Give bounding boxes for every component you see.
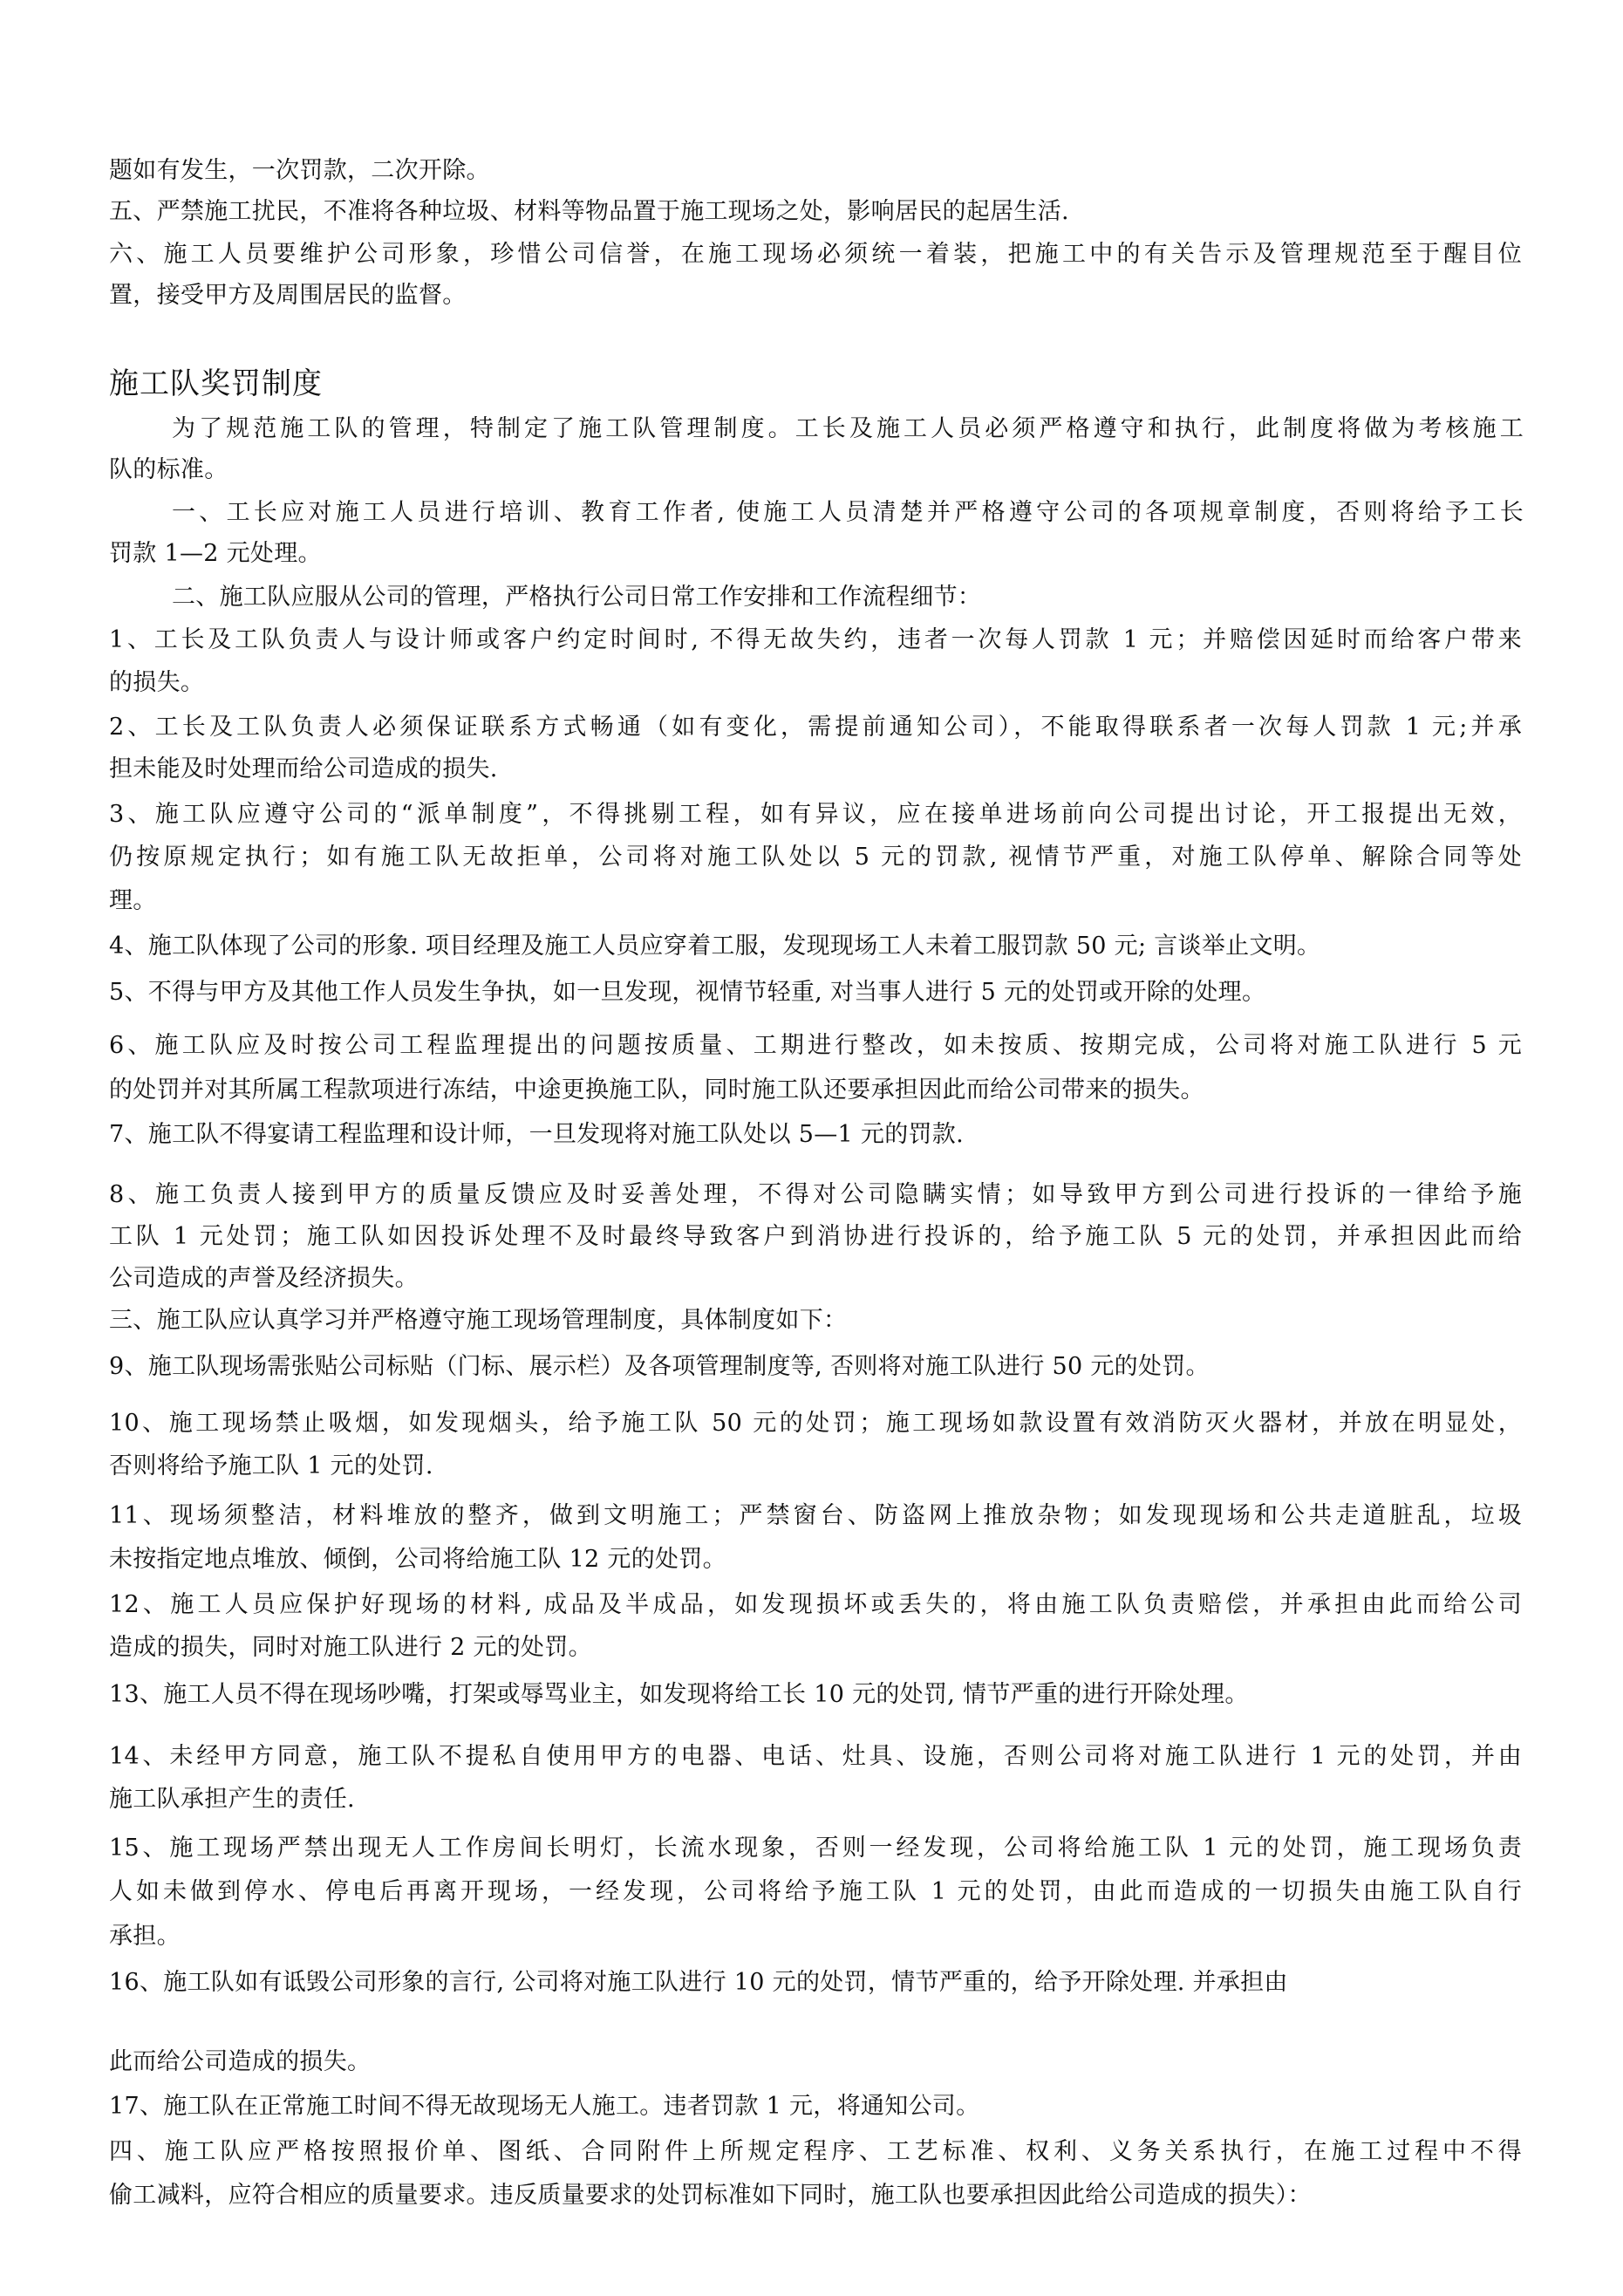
list-item-15-cont: 人如未做到停水、停电后再离开现场，一经发现，公司将给予施工队 1 元的处罚，由此而造成的一切损失由施工队自行 bbox=[109, 1878, 1522, 1905]
list-item-15-cont: 承担。 bbox=[109, 1923, 181, 1950]
list-item-7: 7、施工队不得宴请工程监理和设计师，一旦发现将对施工队处以 5—1 元的罚款. bbox=[109, 1121, 964, 1148]
list-item-15: 15、施工现场严禁出现无人工作房间长明灯，长流水现象，否则一经发现，公司将给施工队 1 元的处罚，施工现场负责 bbox=[109, 1835, 1522, 1862]
part4-line: 偷工减料，应符合相应的质量要求。违反质量要求的处罚标准如下同时，施工队也要承担因此给公司造成的损失）： bbox=[109, 2182, 1312, 2209]
list-item-11: 11、现场须整洁，材料堆放的整齐，做到文明施工；严禁窗台、防盗网上推放杂物；如发现现场和公共走道脏乱，垃圾 bbox=[109, 1502, 1522, 1529]
list-item-16: 16、施工队如有诋毁公司形象的言行, 公司将对施工队进行 10 元的处罚，情节严重的，给予开除处理. 并承担由 bbox=[109, 1969, 1288, 1996]
list-item-4: 4、施工队体现了公司的形象. 项目经理及施工人员应穿着工服，发现现场工人未着工服罚款 50 元; 言谈举止文明。 bbox=[109, 933, 1321, 960]
list-item-1-cont: 的损失。 bbox=[109, 669, 205, 696]
list-item-16-cont: 此而给公司造成的损失。 bbox=[109, 2048, 372, 2075]
list-item-8-cont: 工队 1 元处罚；施工队如因投诉处理不及时最终导致客户到消协进行投诉的，给予施工队 5 元的处罚，并承担因此而给 bbox=[109, 1223, 1522, 1250]
intro-paragraph-line: 为了规范施工队的管理，特制定了施工队管理制度。工长及施工人员必须严格遵守和执行，此制度将做为考核施工 bbox=[172, 415, 1524, 442]
intro-paragraph-line: 队的标准。 bbox=[109, 456, 228, 483]
list-item-10-cont: 否则将给予施工队 1 元的处罚. bbox=[109, 1452, 433, 1479]
list-item-11-cont: 未按指定地点堆放、倾倒，公司将给施工队 12 元的处罚。 bbox=[109, 1546, 726, 1573]
text-line: 五、严禁施工扰民，不准将各种垃圾、材料等物品置于施工现场之处，影响居民的起居生活. bbox=[109, 198, 1069, 225]
list-item-1: 1、工长及工队负责人与设计师或客户约定时间时, 不得无故失约，违者一次每人罚款 1 元；并赔偿因延时而给客户带来 bbox=[109, 626, 1522, 653]
list-item-8-cont: 公司造成的声誉及经济损失。 bbox=[109, 1265, 419, 1292]
list-item-2: 2、工长及工队负责人必须保证联系方式畅通（如有变化，需提前通知公司），不能取得联系者一次每人罚款 1 元;并承 bbox=[109, 714, 1522, 741]
list-item-14-cont: 施工队承担产生的责任. bbox=[109, 1786, 355, 1813]
list-item-3: 3、施工队应遵守公司的“派单制度”，不得挑剔工程，如有异议，应在接单进场前向公司提出讨论，开工报提出无效， bbox=[109, 801, 1522, 828]
section-title: 施工队奖罚制度 bbox=[109, 366, 323, 401]
list-item-2-cont: 担未能及时处理而给公司造成的损失. bbox=[109, 755, 498, 782]
list-item-3-cont: 理。 bbox=[109, 887, 157, 914]
text-line: 题如有发生，一次罚款，二次开除。 bbox=[109, 157, 490, 184]
list-item-12-cont: 造成的损失，同时对施工队进行 2 元的处罚。 bbox=[109, 1634, 592, 1661]
list-item-6-cont: 的处罚并对其所属工程款项进行冻结，中途更换施工队，同时施工队还要承担因此而给公司带来的损失。 bbox=[109, 1076, 1204, 1104]
text-line: 六、施工人员要维护公司形象，珍惜公司信誉，在施工现场必须统一着装，把施工中的有关告示及管理规范至于醒目位 bbox=[109, 241, 1522, 268]
part4-line: 四、施工队应严格按照报价单、图纸、合同附件上所规定程序、工艺标准、权利、义务关系执行，在施工过程中不得 bbox=[109, 2138, 1522, 2165]
part3-heading: 三、施工队应认真学习并严格遵守施工现场管理制度，具体制度如下： bbox=[109, 1307, 848, 1334]
list-item-13: 13、施工人员不得在现场吵嘴，打架或辱骂业主，如发现将给工长 10 元的处罚, 情节严重的进行开除处理。 bbox=[109, 1681, 1249, 1708]
text-line: 置，接受甲方及周围居民的监督。 bbox=[109, 282, 467, 309]
list-item-12: 12、施工人员应保护好现场的材料, 成品及半成品，如发现损坏或丢失的，将由施工队负责赔偿，并承担由此而给公司 bbox=[109, 1591, 1522, 1618]
list-item-10: 10、施工现场禁止吸烟，如发现烟头，给予施工队 50 元的处罚；施工现场如款设置有效消防灭火器材，并放在明显处， bbox=[109, 1410, 1522, 1437]
list-item-14: 14、未经甲方同意，施工队不提私自使用甲方的电器、电话、灶具、设施，否则公司将对施工队进行 1 元的处罚，并由 bbox=[109, 1743, 1522, 1770]
list-item-8: 8、施工负责人接到甲方的质量反馈应及时妥善处理，不得对公司隐瞒实情；如导致甲方到公司进行投诉的一律给予施 bbox=[109, 1181, 1522, 1208]
part1-line: 罚款 1—2 元处理。 bbox=[109, 540, 322, 567]
list-item-17: 17、施工队在正常施工时间不得无故现场无人施工。违者罚款 1 元，将通知公司。 bbox=[109, 2093, 980, 2120]
part2-heading: 二、施工队应服从公司的管理，严格执行公司日常工作安排和工作流程细节： bbox=[172, 584, 982, 611]
part1-line: 一、工长应对施工人员进行培训、教育工作者, 使施工人员清楚并严格遵守公司的各项规章制度，否则将给予工长 bbox=[172, 499, 1524, 526]
list-item-6: 6、施工队应及时按公司工程监理提出的问题按质量、工期进行整改，如未按质、按期完成，公司将对施工队进行 5 元 bbox=[109, 1032, 1522, 1059]
list-item-3-cont: 仍按原规定执行；如有施工队无故拒单，公司将对施工队处以 5 元的罚款, 视情节严重，对施工队停单、解除合同等处 bbox=[109, 844, 1522, 871]
list-item-9: 9、施工队现场需张贴公司标贴（门标、展示栏）及各项管理制度等, 否则将对施工队进行 50 元的处罚。 bbox=[109, 1353, 1210, 1380]
list-item-5: 5、不得与甲方及其他工作人员发生争执，如一旦发现，视情节轻重, 对当事人进行 5 元的处罚或开除的处理。 bbox=[109, 979, 1266, 1006]
